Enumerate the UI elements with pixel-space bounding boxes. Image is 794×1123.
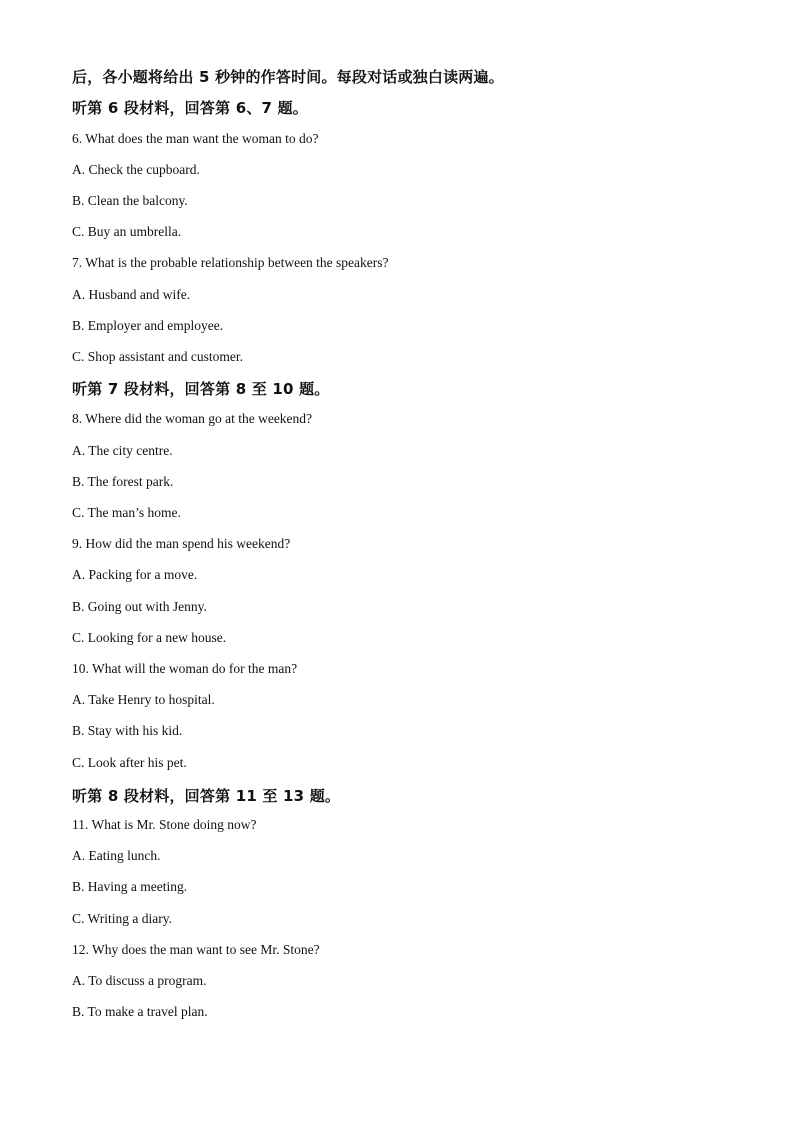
question-7: 7. What is the probable relationship between the speakers? bbox=[72, 255, 389, 270]
option-10c: C. Look after his pet. bbox=[72, 755, 187, 770]
option-7b: B. Employer and employee. bbox=[72, 318, 224, 333]
option-11a: A. Eating lunch. bbox=[72, 848, 161, 863]
question-12: 12. Why does the man want to see Mr. Stone? bbox=[72, 942, 320, 957]
option-8b: B. The forest park. bbox=[72, 474, 174, 489]
section-heading: 听第 8 段材料，回答第 11 至 13 题。 bbox=[72, 787, 341, 805]
option-6b: B. Clean the balcony. bbox=[72, 193, 188, 208]
option-7c: C. Shop assistant and customer. bbox=[72, 349, 243, 364]
option-11b: B. Having a meeting. bbox=[72, 879, 188, 894]
option-10a: A. Take Henry to hospital. bbox=[72, 692, 215, 707]
option-8a: A. The city centre. bbox=[72, 443, 173, 458]
option-11c: C. Writing a diary. bbox=[72, 911, 172, 926]
option-8c: C. The man’s home. bbox=[72, 505, 181, 520]
question-10: 10. What will the woman do for the man? bbox=[72, 661, 298, 676]
instruction-line: 后，各小题将给出 5 秒钟的作答时间。每段对话或独白读两遍。 bbox=[72, 68, 504, 86]
section-heading: 听第 7 段材料，回答第 8 至 10 题。 bbox=[72, 380, 330, 398]
option-6a: A. Check the cupboard. bbox=[72, 162, 200, 177]
question-9: 9. How did the man spend his weekend? bbox=[72, 536, 291, 551]
option-9a: A. Packing for a move. bbox=[72, 567, 198, 582]
question-6: 6. What does the man want the woman to do? bbox=[72, 131, 319, 146]
question-11: 11. What is Mr. Stone doing now? bbox=[72, 817, 257, 832]
question-8: 8. Where did the woman go at the weekend? bbox=[72, 411, 313, 426]
option-12b: B. To make a travel plan. bbox=[72, 1004, 208, 1019]
option-12a: A. To discuss a program. bbox=[72, 973, 207, 988]
section-heading: 听第 6 段材料，回答第 6、7 题。 bbox=[72, 99, 309, 117]
option-6c: C. Buy an umbrella. bbox=[72, 224, 182, 239]
option-9b: B. Going out with Jenny. bbox=[72, 599, 207, 614]
option-7a: A. Husband and wife. bbox=[72, 287, 191, 302]
option-9c: C. Looking for a new house. bbox=[72, 630, 227, 645]
option-10b: B. Stay with his kid. bbox=[72, 723, 183, 738]
